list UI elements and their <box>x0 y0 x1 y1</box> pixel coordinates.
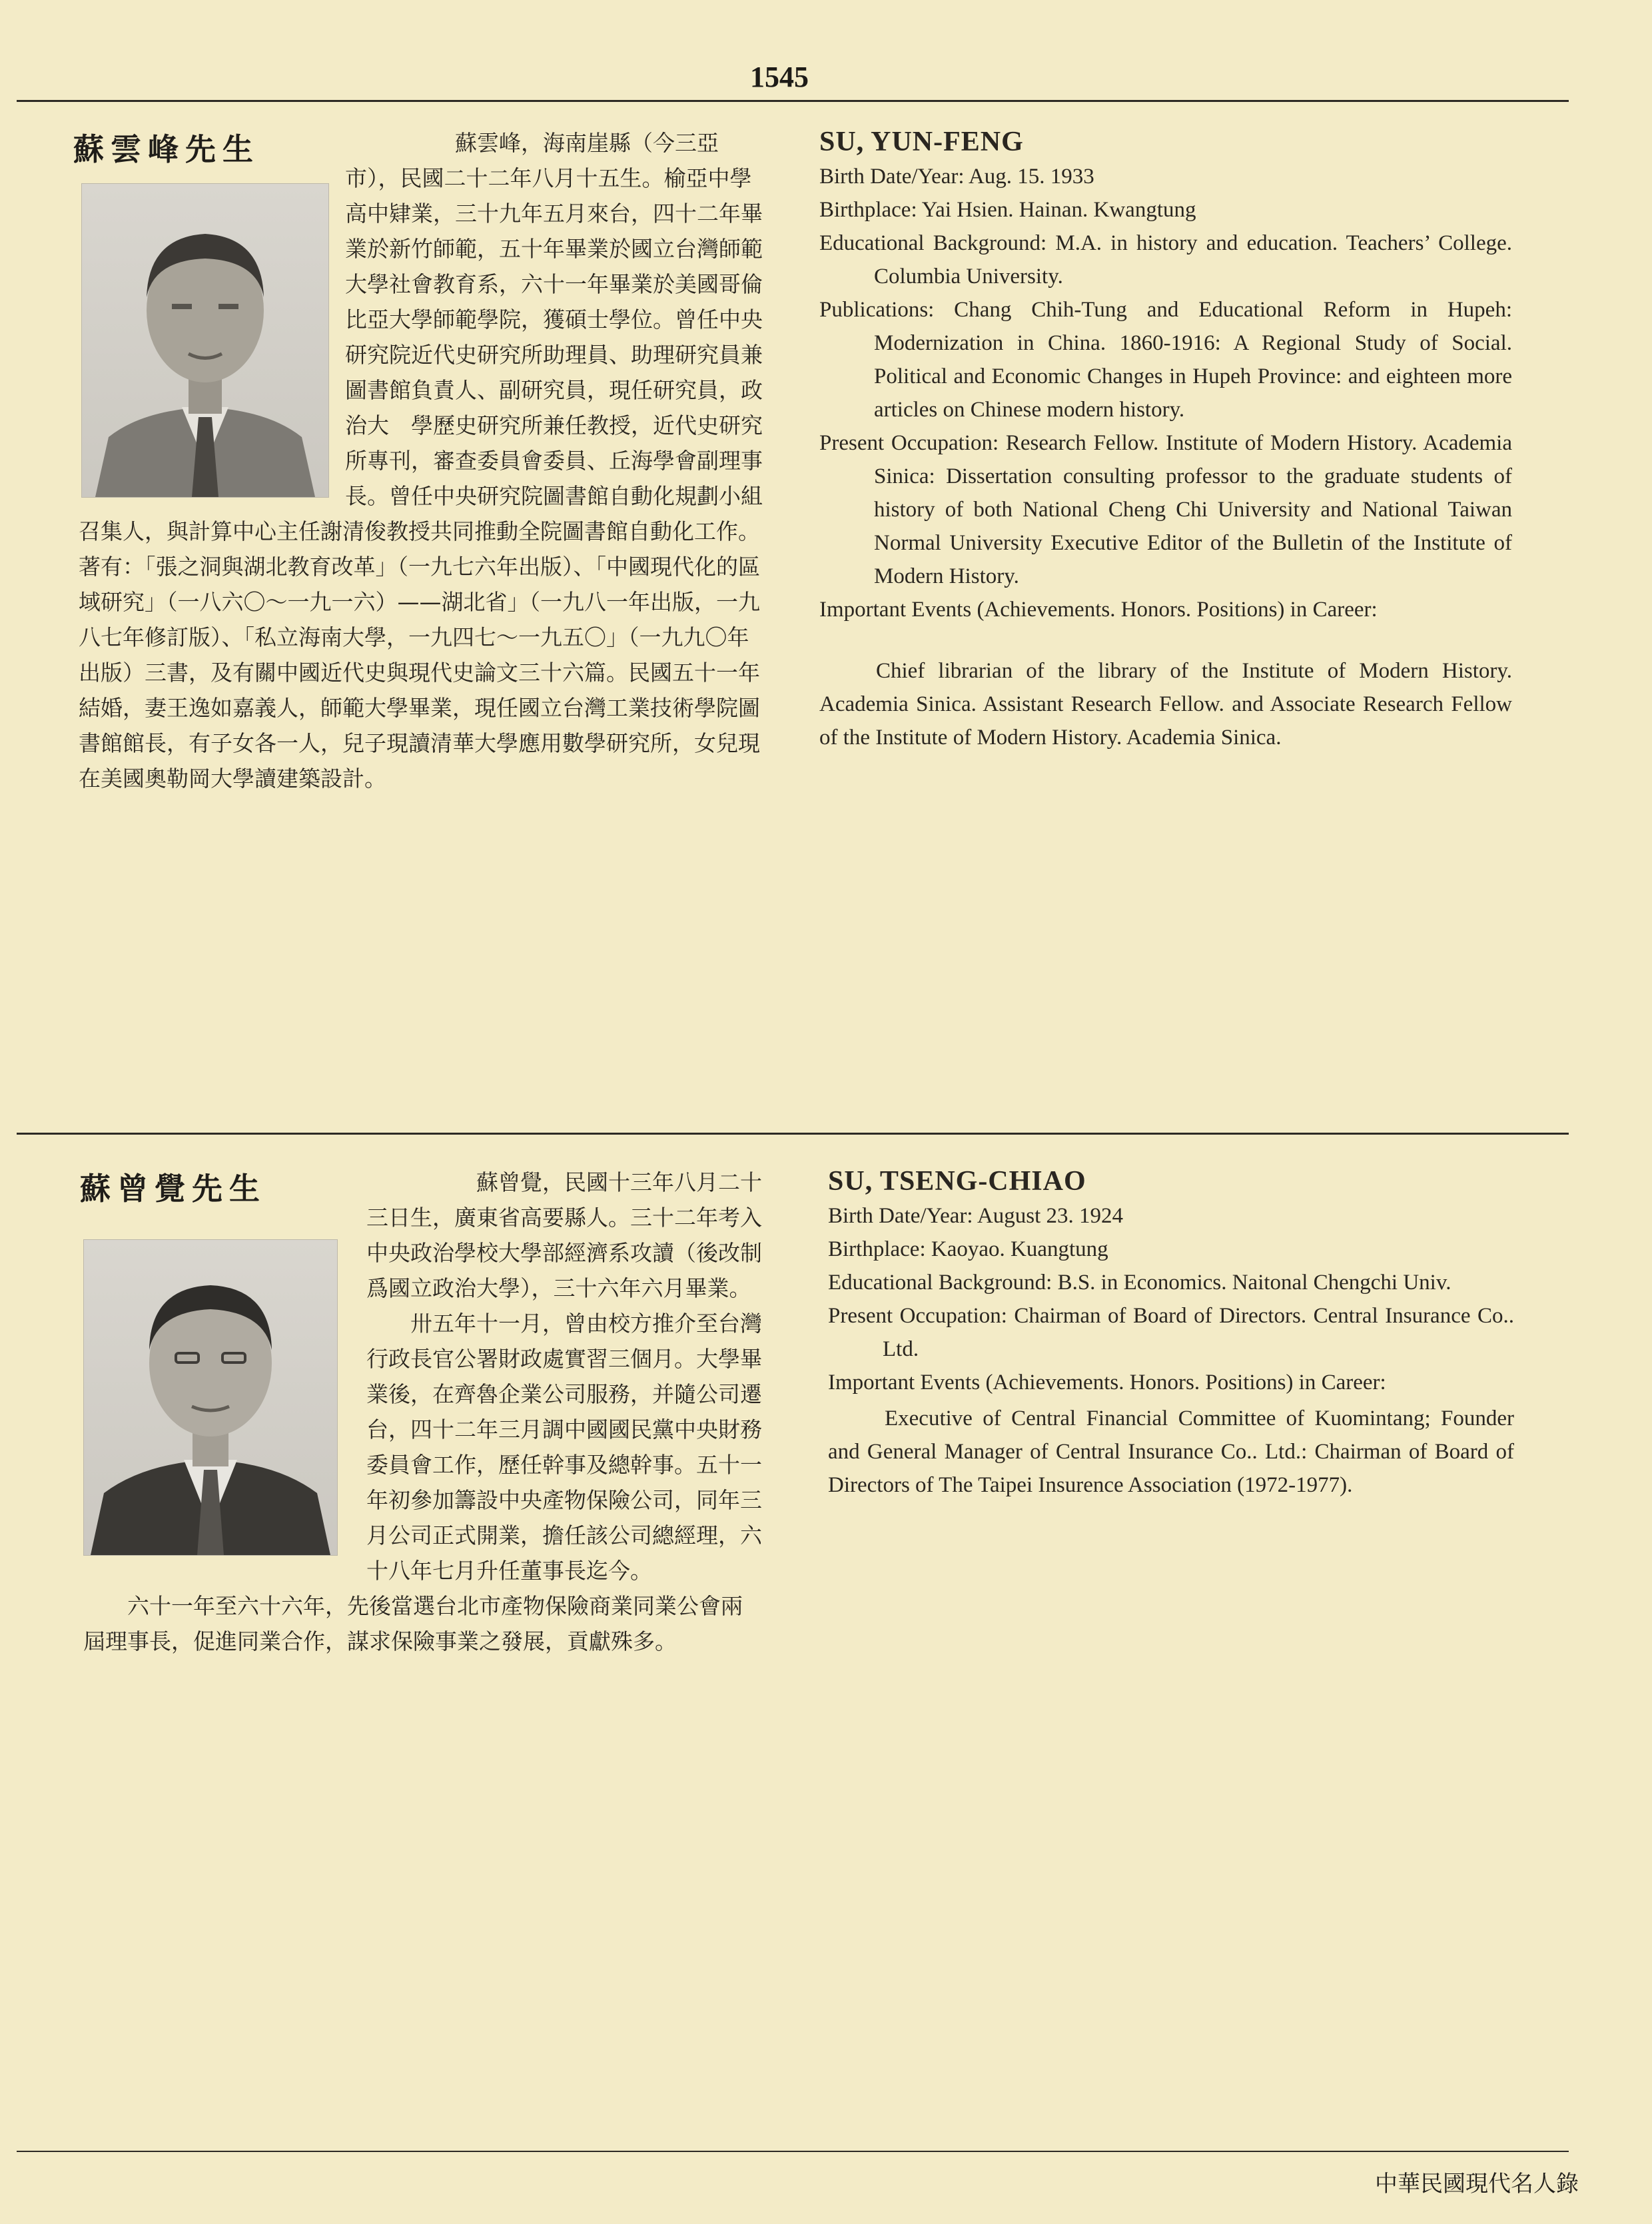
entry-1-bio-paragraph: 蘇雲峰，海南崖縣（今三亞市），民國二十二年八月十五生。榆亞中學高中肄業，三十九年五月來台，四十二年畢業於新竹師範，五十年畢業於國立台灣師範大學社會教育系，六十一年畢業於美國哥倫比亞大學師範學院，獲碩士學位。曾任中央研究院近代史研究所助理員、助理研究員兼圖書館負責人、副研究員，現任研究員，政治大 學歷史研究所兼任教授，近代史研究所專刊，審查委員會委員、丘海學會副理事長。曾任中央研究院圖書館自動化規劃小組召集人，與計算中心主任謝清俊教授共同推動全院圖書館自動化工作。著有：「張之洞與湖北教育改革」（一九七六年出版）、「中國現代化的區域研究」（一八六〇～一九一六）——湖北省」（一九八一年出版，一九八七年修訂版）、「私立海南大學，一九四七～一九五〇」（一九九〇年出版）三書，及有關中國近代史與現代史論文三十六篇。民國五十一年結婚，妻王逸如嘉義人，師範大學畢業，現任國立台灣工業技術學院圖書館館長，有子女各一人，兒子現讀清華大學應用數學研究所，女兒現在美國奧勒岡大學讀建築設計。 <box>79 130 763 792</box>
entry-2-birthplace: Birthplace: Kaoyao. Kuangtung <box>828 1237 1108 1261</box>
entry-2-bio-paragraph-2: 卅五年十一月，曾由校方推介至台灣行政長官公署財政處實習三個月。大學畢業後，在齊魯企業公司服務，并隨公司遷台，四十二年三月調中國國民黨中央財務委員會工作，歷任幹事及總幹事。五十一年初參加籌設中央產物保險公司，同年三月公司正式開業，擔任該公司總經理，六十八年七月升任董事長迄今。 <box>366 1311 762 1584</box>
middle-rule <box>17 1133 1569 1135</box>
entry-1-spacer <box>819 626 1512 654</box>
entry-1-name-zh: 蘇雲峰先生 <box>73 131 260 167</box>
entry-2-photo-wrap-spacer <box>83 1165 366 1578</box>
entry-1-photo-wrap-spacer <box>79 125 345 506</box>
entry-2-name-zh: 蘇曾覺先生 <box>80 1171 266 1207</box>
entry-1-publications: Publications: Chang Chih-Tung and Educational Reform in Hupeh: Modernization in China. 1860-1916: A Regional Study of Social. Political and Economic Changes in Hupeh Province: and eighteen more articles on Chinese modern history. <box>819 298 1512 422</box>
footer-book-title: 中華民國現代名人錄 <box>1375 2171 1579 2197</box>
entry-2-events-heading: Important Events (Achievements. Honors. Positions) in Career: <box>828 1371 1386 1394</box>
entry-2-birth-date: Birth Date/Year: August 23. 1924 <box>828 1204 1124 1228</box>
entry-2-events: Executive of Central Financial Committee of Kuomintang; Founder and General Manager of Central Insurance Co.. Ltd.: Chairman of Board of Directors of The Taipei Insurence Association (1972-1977). <box>828 1406 1514 1497</box>
entry-2-bio-paragraph-3: 六十一年至六十六年，先後當選台北市產物保險商業同業公會兩屆理事長，促進同業合作，謀求保險事業之發展，貢獻殊多。 <box>83 1593 743 1654</box>
entry-1-bio-en <box>819 125 1512 754</box>
entry-1-birthplace: Birthplace: Yai Hsien. Hainan. Kwangtung <box>819 198 1196 222</box>
page-number: 1545 <box>750 61 809 93</box>
entry-2-name-en: SU, TSENG-CHIAO <box>828 1166 1086 1197</box>
entry-1-events-heading: Important Events (Achievements. Honors. Positions) in Career: <box>819 598 1378 622</box>
entry-1-birth-date: Birth Date/Year: Aug. 15. 1933 <box>819 165 1094 189</box>
entry-2-education: Educational Background: B.S. in Economics. Naitonal Chengchi Univ. <box>828 1271 1451 1295</box>
bottom-rule <box>17 2151 1569 2152</box>
entry-1-occupation: Present Occupation: Research Fellow. Institute of Modern History. Academia Sinica: Dissertation consulting professor to the graduate students of history of both National Cheng Chi University and National Taiwan Normal University Executive Editor of the Bulletin of the Institute of Modern History. <box>819 431 1512 588</box>
entry-2-occupation: Present Occupation: Chairman of Board of Directors. Central Insurance Co.. Ltd. <box>828 1304 1514 1361</box>
top-rule <box>17 100 1569 102</box>
entry-2-bio-zh <box>83 1165 763 1659</box>
entry-2-bio-en <box>828 1165 1514 1502</box>
entry-1-events: Chief librarian of the library of the Institute of Modern History. Academia Sinica. Assistant Research Fellow. and Associate Research Fellow of the Institute of Modern History. Academia Sinica. <box>819 659 1512 750</box>
entry-2-bio-paragraph-1: 蘇曾覺，民國十三年八月二十三日生，廣東省高要縣人。三十二年考入中央政治學校大學部經濟系攻讀（後改制爲國立政治大學），三十六年六月畢業。 <box>366 1169 762 1301</box>
entry-1-education: Educational Background: M.A. in history and education. Teachers’ College. Columbia University. <box>819 231 1512 288</box>
entry-1-name-en: SU, YUN-FENG <box>819 127 1024 157</box>
entry-1-bio-zh <box>79 125 765 796</box>
